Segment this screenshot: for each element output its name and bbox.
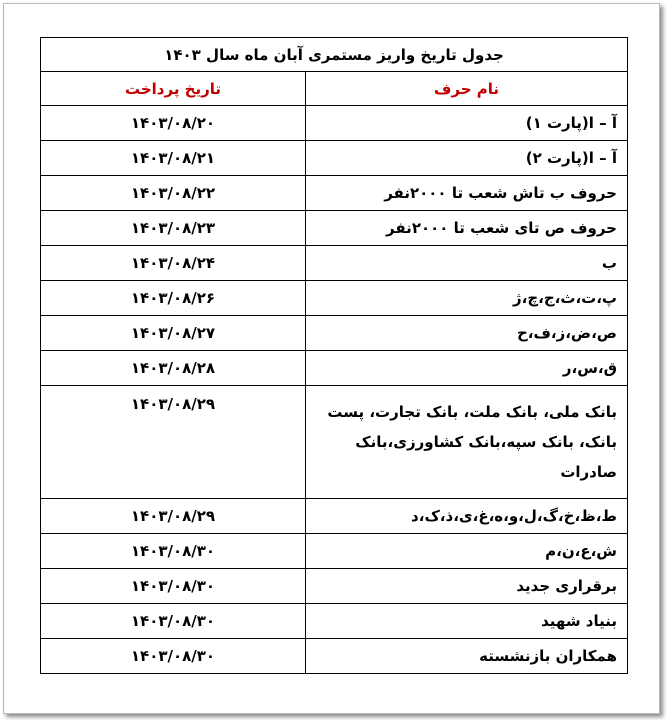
row-name-cell: ص،ض،ز،ف،ح — [306, 316, 628, 351]
pension-schedule-table — [40, 37, 628, 674]
table-header-row — [41, 72, 628, 106]
column-header-date: تاریخ پرداخت — [41, 72, 306, 106]
row-name-cell: آ – ا(پارت ۱) — [306, 106, 628, 141]
document-frame — [3, 3, 660, 714]
table-row — [41, 639, 628, 674]
row-date-cell: ۱۴۰۳/۰۸/۳۰ — [41, 569, 306, 604]
table-row — [41, 604, 628, 639]
row-date-cell: ۱۴۰۳/۰۸/۳۰ — [41, 639, 306, 674]
table-row — [41, 569, 628, 604]
row-name-cell: بانک ملی، بانک ملت، بانک تجارت، پست بانک، بانک سپه،بانک کشاورزی،بانک صادرات — [306, 386, 628, 499]
row-name-cell: همکاران بازنشسته — [306, 639, 628, 674]
row-date-cell: ۱۴۰۳/۰۸/۲۸ — [41, 351, 306, 386]
table-row — [41, 499, 628, 534]
row-date-cell: ۱۴۰۳/۰۸/۲۱ — [41, 141, 306, 176]
row-date-cell: ۱۴۰۳/۰۸/۲۷ — [41, 316, 306, 351]
table-title-row — [41, 38, 628, 72]
row-date-cell: ۱۴۰۳/۰۸/۲۰ — [41, 106, 306, 141]
row-name-cell: حروف ب تاش شعب تا ۲۰۰۰نفر — [306, 176, 628, 211]
table-row — [41, 211, 628, 246]
table-row — [41, 106, 628, 141]
row-date-cell: ۱۴۰۳/۰۸/۲۶ — [41, 281, 306, 316]
row-date-cell: ۱۴۰۳/۰۸/۲۹ — [41, 386, 306, 499]
row-name-cell: ق،س،ر — [306, 351, 628, 386]
table-row — [41, 316, 628, 351]
row-date-cell: ۱۴۰۳/۰۸/۳۰ — [41, 534, 306, 569]
row-date-cell: ۱۴۰۳/۰۸/۲۳ — [41, 211, 306, 246]
row-name-cell: ب — [306, 246, 628, 281]
row-name-cell: بنیاد شهید — [306, 604, 628, 639]
row-name-cell: حروف ص تای شعب تا ۲۰۰۰نفر — [306, 211, 628, 246]
table-title: جدول تاریخ واریز مستمری آبان ماه سال ۱۴۰۳ — [41, 38, 628, 72]
table-row — [41, 176, 628, 211]
row-date-cell: ۱۴۰۳/۰۸/۲۲ — [41, 176, 306, 211]
row-name-cell: ط،ظ،خ،گ،ل،و،ه،غ،ی،ذ،ک،د — [306, 499, 628, 534]
table-row — [41, 141, 628, 176]
row-date-cell: ۱۴۰۳/۰۸/۲۹ — [41, 499, 306, 534]
table-row — [41, 534, 628, 569]
row-date-cell: ۱۴۰۳/۰۸/۳۰ — [41, 604, 306, 639]
table-row — [41, 386, 628, 499]
column-header-name: نام حرف — [306, 72, 628, 106]
table-row — [41, 246, 628, 281]
row-name-cell: ش،ع،ن،م — [306, 534, 628, 569]
table-row — [41, 281, 628, 316]
row-name-cell: پ،ت،ث،ج،چ،ژ — [306, 281, 628, 316]
row-date-cell: ۱۴۰۳/۰۸/۲۴ — [41, 246, 306, 281]
table-row — [41, 351, 628, 386]
row-name-cell: برقراری جدید — [306, 569, 628, 604]
row-name-cell: آ – ا(پارت ۲) — [306, 141, 628, 176]
